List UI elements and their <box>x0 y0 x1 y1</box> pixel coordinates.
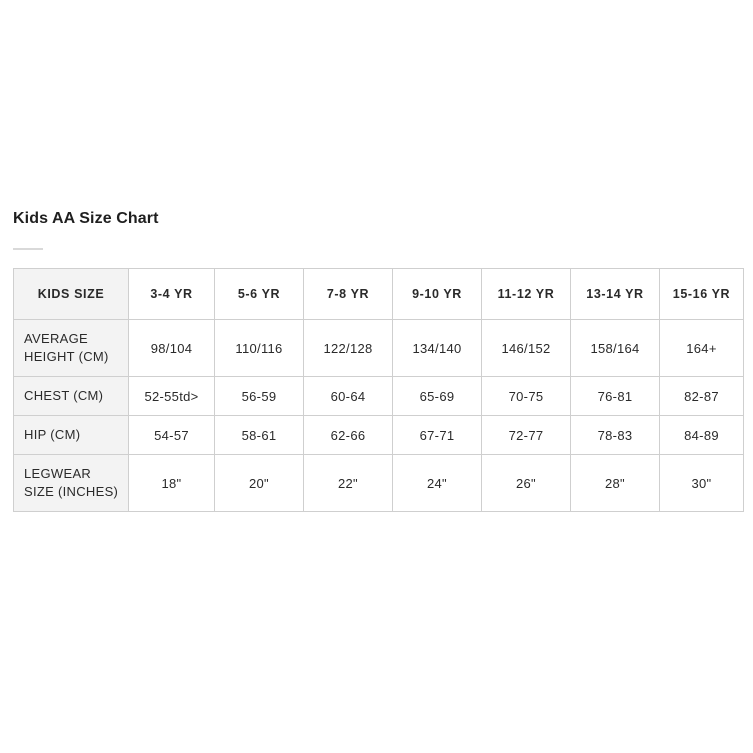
column-header: 7-8 YR <box>304 269 393 320</box>
row-label-chest: CHEST (CM) <box>14 377 129 416</box>
column-header: 9-10 YR <box>393 269 482 320</box>
size-chart-table <box>13 268 744 512</box>
table-cell: 20" <box>215 455 304 512</box>
table-row <box>14 320 744 377</box>
table-cell: 164+ <box>660 320 744 377</box>
table-row <box>14 455 744 512</box>
table-cell: 82-87 <box>660 377 744 416</box>
table-cell: 54-57 <box>129 416 215 455</box>
table-cell: 56-59 <box>215 377 304 416</box>
table-cell: 65-69 <box>393 377 482 416</box>
column-header: 5-6 YR <box>215 269 304 320</box>
table-cell: 78-83 <box>571 416 660 455</box>
table-cell: 76-81 <box>571 377 660 416</box>
table-cell: 62-66 <box>304 416 393 455</box>
title-divider <box>13 248 43 250</box>
table-row <box>14 416 744 455</box>
table-cell: 30" <box>660 455 744 512</box>
table-cell: 52-55td> <box>129 377 215 416</box>
column-header: 3-4 YR <box>129 269 215 320</box>
column-header: 13-14 YR <box>571 269 660 320</box>
table-cell: 70-75 <box>482 377 571 416</box>
table-cell: 28" <box>571 455 660 512</box>
row-label-hip: HIP (CM) <box>14 416 129 455</box>
table-cell: 18" <box>129 455 215 512</box>
column-header: 11-12 YR <box>482 269 571 320</box>
table-row <box>14 377 744 416</box>
table-cell: 24" <box>393 455 482 512</box>
table-cell: 110/116 <box>215 320 304 377</box>
table-cell: 122/128 <box>304 320 393 377</box>
row-label-legwear-size: LEGWEAR SIZE (INCHES) <box>14 455 129 512</box>
table-cell: 98/104 <box>129 320 215 377</box>
table-cell: 84-89 <box>660 416 744 455</box>
column-header: 15-16 YR <box>660 269 744 320</box>
header-kids-size: KIDS SIZE <box>14 269 129 320</box>
table-cell: 60-64 <box>304 377 393 416</box>
table-cell: 22" <box>304 455 393 512</box>
table-cell: 58-61 <box>215 416 304 455</box>
table-header-row <box>14 269 744 320</box>
table-cell: 67-71 <box>393 416 482 455</box>
table-cell: 146/152 <box>482 320 571 377</box>
table-cell: 72-77 <box>482 416 571 455</box>
table-cell: 26" <box>482 455 571 512</box>
page-title: Kids AA Size Chart <box>13 210 159 227</box>
table-cell: 134/140 <box>393 320 482 377</box>
table-cell: 158/164 <box>571 320 660 377</box>
row-label-average-height: AVERAGE HEIGHT (CM) <box>14 320 129 377</box>
